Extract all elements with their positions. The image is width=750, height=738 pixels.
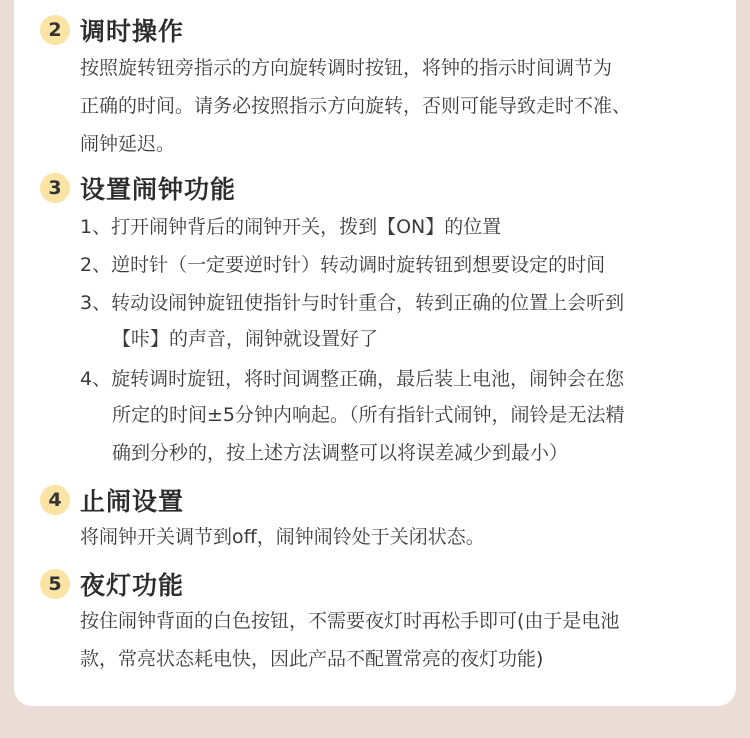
step-item-continued: 【咔】的声音，闹钟就设置好了	[112, 328, 379, 350]
body-line: 按照旋转钮旁指示的方向旋转调时按钮，将钟的指示时间调节为	[80, 57, 613, 79]
section-title: 设置闹钟功能	[80, 175, 237, 204]
section-heading	[40, 12, 184, 48]
section-number-badge: 4	[40, 485, 70, 515]
section-heading	[40, 566, 184, 602]
body-line: 闹钟延迟。	[80, 133, 176, 155]
step-item: 3、转动设闹钟旋钮使指针与时针重合，转到正确的位置上会听到	[80, 292, 625, 314]
section-number-badge: 2	[40, 15, 70, 45]
section-title: 止闹设置	[80, 487, 185, 516]
body-line: 按住闹钟背面的白色按钮，不需要夜灯时再松手即可(由于是电池	[80, 610, 620, 632]
section-title: 调时操作	[80, 17, 185, 46]
step-item-continued: 确到分秒的，按上述方法调整可以将误差减少到最小）	[112, 442, 569, 464]
instruction-card	[14, 0, 736, 706]
section-heading	[40, 170, 236, 206]
section-heading	[40, 482, 184, 518]
body-line: 将闹钟开关调节到off，闹钟闹铃处于关闭状态。	[80, 526, 485, 548]
step-item: 1、打开闹钟背后的闹钟开关，拨到【ON】的位置	[80, 216, 502, 238]
section-number-badge: 3	[40, 173, 70, 203]
step-item: 2、逆时针（一定要逆时针）转动调时旋转钮到想要设定的时间	[80, 254, 606, 276]
section-title: 夜灯功能	[80, 571, 185, 600]
body-line: 款，常亮状态耗电快，因此产品不配置常亮的夜灯功能)	[80, 648, 544, 670]
section-number-badge: 5	[40, 569, 70, 599]
body-line: 正确的时间。请务必按照指示方向旋转，否则可能导致走时不准、	[80, 95, 632, 117]
step-item-continued: 所定的时间±5分钟内响起。（所有指针式闹钟，闹铃是无法精	[112, 404, 625, 426]
step-item: 4、旋转调时旋钮，将时间调整正确，最后装上电池，闹钟会在您	[80, 368, 625, 390]
